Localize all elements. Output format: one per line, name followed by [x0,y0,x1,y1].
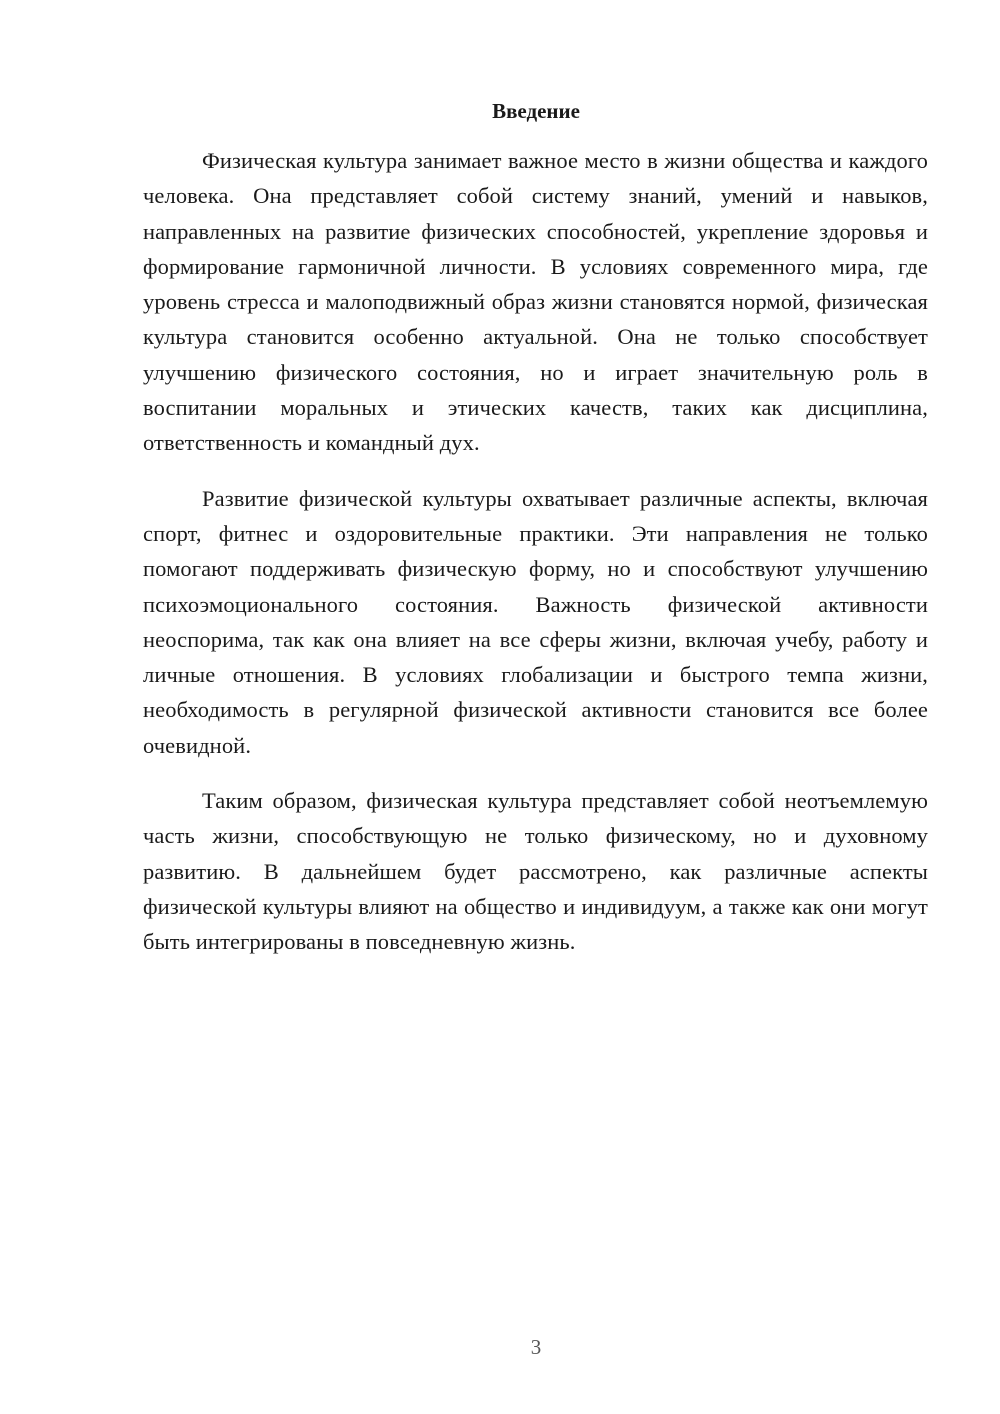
body-text [143,143,928,980]
paragraph-1: Физическая культура занимает важное место в жизни общества и каждого человека. Она представляет собой систему знаний, умений и навыков, направленных на развитие физических способностей, укрепление здоровья и формирование гармоничной личности. В условиях современного мира, где уровень стресса и малоподвижный образ жизни становятся нормой, физическая культура становится особенно актуальной. Она не только способствует улучшению физического состояния, но и играет значительную роль в воспитании моральных и этических качеств, таких как дисциплина, ответственность и командный дух. [143,148,928,456]
paragraph-2: Развитие физической культуры охватывает различные аспекты, включая спорт, фитнес и оздоровительные практики. Эти направления не только помогают поддерживать физическую форму, но и способствуют улучшению психоэмоционального состояния. Важность физической активности неоспорима, так как она влияет на все сферы жизни, включая учебу, работу и личные отношения. В условиях глобализации и быстрого темпа жизни, необходимость в регулярной физической активности становится все более очевидной. [143,485,928,758]
paragraph-3: Таким образом, физическая культура представляет собой неотъемлемую часть жизни, способствующую не только физическому, но и духовному развитию. В дальнейшем будет рассмотрено, как различные аспекты физической культуры влияют на общество и индивидуум, а также как они могут быть интегрированы в повседневную жизнь. [143,788,928,955]
section-heading: Введение [492,99,580,123]
page-number: 3 [530,1335,542,1359]
